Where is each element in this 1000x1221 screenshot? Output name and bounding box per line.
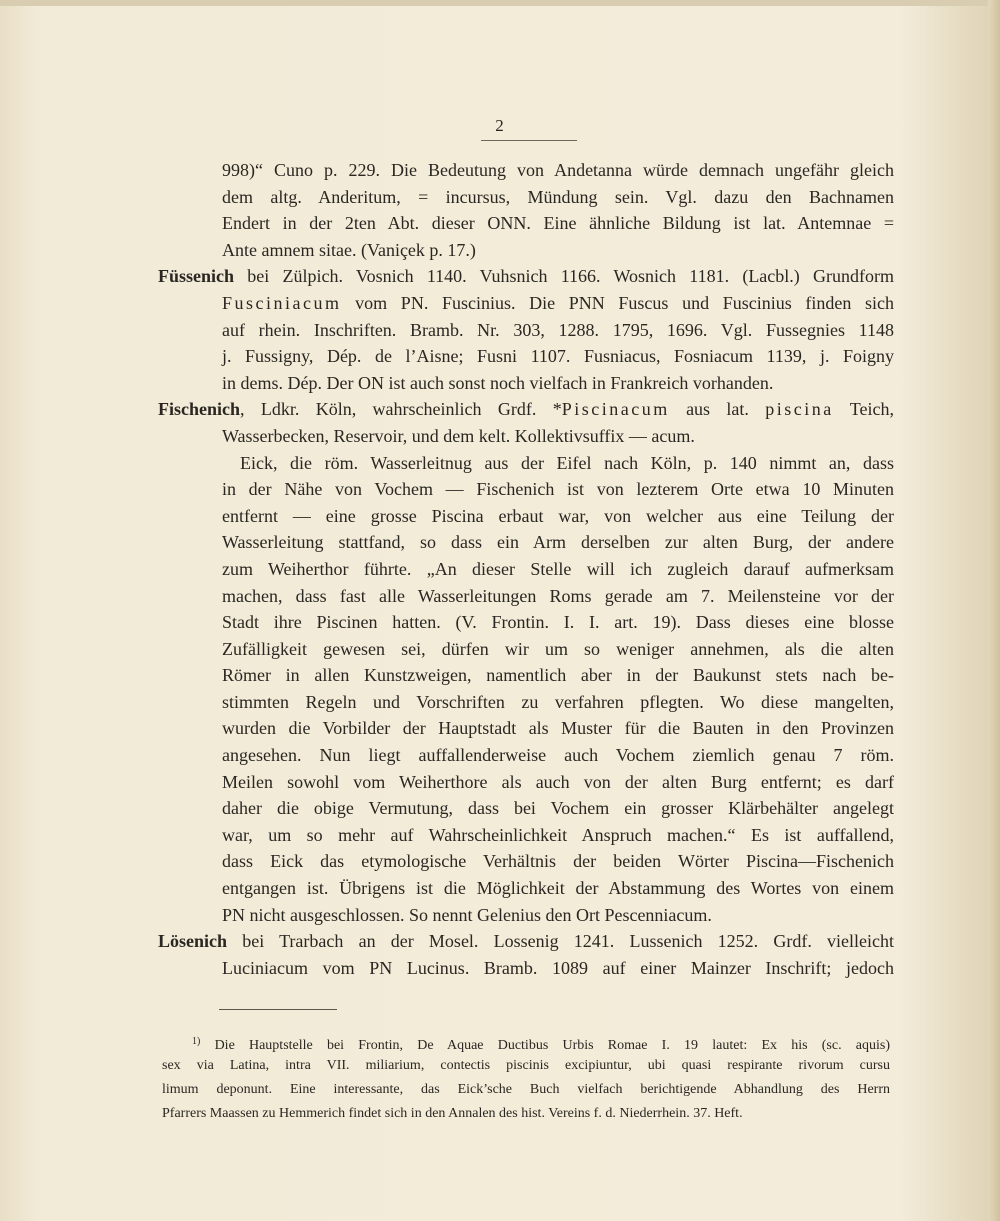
text-line: PN nicht ausgeschlossen. So nennt Gelenius den Ort Pescenniacum. (222, 904, 712, 925)
entry-loesenich (158, 928, 894, 955)
page-number: 2 (495, 116, 505, 135)
text-fragment: Die Hauptstelle bei Frontin, De Aquae Ductibus Urbis Romae I. 19 lautet: Ex his (sc. aquis) (214, 1038, 890, 1053)
headword: Lösenich (158, 931, 228, 952)
footnote (162, 1030, 890, 1126)
text-line: Wasserbecken, Reservoir, und dem kelt. Kollektivsuffix — acum. (222, 425, 695, 446)
text-line: zum Weiherthor führte. „An dieser Stelle will ich zugleich darauf aufmerksam (222, 558, 894, 579)
footnote-line (162, 1030, 890, 1054)
text-line: machen, dass fast alle Wasserleitungen Roms gerade am 7. Meilensteine vor der (222, 585, 894, 606)
text-line: bei Zülpich. Vosnich 1140. Vuhsnich 1166. Wosnich 1181. (Lacbl.) Grundform (247, 266, 895, 287)
top-edge (0, 0, 1000, 6)
text-fragment: aus lat. (686, 399, 749, 420)
text-line: war, um so mehr auf Wahrscheinlichkeit Anspruch machen.“ Es ist auffallend, (222, 824, 894, 845)
text-line: stimmten Regeln und Vorschriften zu verfahren pflegten. Wo diese mangelten, (222, 691, 894, 712)
text-line: Luciniacum vom PN Lucinus. Bramb. 1089 auf einer Mainzer Inschrift; jedoch (222, 957, 894, 978)
footnote-line: sex via Latina, intra VII. miliarium, contectis piscinis excipiuntur, ubi quasi respirante rivorum cursu (162, 1058, 890, 1073)
footnote-rule (219, 1009, 337, 1010)
text-fragment: , Ldkr. Köln, wahrscheinlich Grdf. * (240, 399, 562, 420)
headword: Füssenich (158, 266, 235, 287)
text-line: dem altg. Anderitum, = incursus, Mündung sein. Vgl. dazu den Bachnamen (222, 186, 894, 207)
text-line: dass Eick das etymologische Verhältnis der beiden Wörter Piscina—Fischenich (222, 851, 894, 872)
text-line: Ante amnem sitae. (Vaniçek p. 17.) (222, 239, 476, 260)
text-line: entfernt — eine grosse Piscina erbaut war, von welcher aus eine Teilung der (222, 505, 894, 526)
entry-fuessenich (158, 263, 894, 290)
page-edge (988, 0, 1000, 1221)
footnote-line: limum deponunt. Eine interessante, das Eick’sche Buch vielfach berichtigende Abhandlung des Herrn (162, 1082, 890, 1097)
body-text (158, 157, 894, 981)
text-line: Stadt ihre Piscinen hatten. (V. Frontin. I. I. art. 19). Dass dieses eine blosse (222, 612, 894, 633)
entry-fischenich (158, 396, 894, 423)
text-line: Meilen sowohl vom Weiherthore als auch von der alten Burg entfernt; es darf (222, 771, 894, 792)
text-line: in dems. Dép. Der ON ist auch sonst noch vielfach in Frankreich vorhanden. (222, 372, 774, 393)
text-line: entgangen ist. Übrigens ist die Möglichkeit der Abstammung des Wortes von einem (222, 878, 894, 899)
text-fragment: vom PN. Fuscinius. Die PNN Fuscus und Fuscinius finden sich (355, 292, 894, 313)
spaced-word: Fusciniacum (222, 292, 342, 313)
text-fragment: Teich, (849, 399, 895, 420)
text-line: Wasserleitung stattfand, so dass ein Arm derselben zur alten Burg, der andere (222, 532, 894, 553)
text-line: Endert in der 2ten Abt. dieser ONN. Eine ähnliche Bildung ist lat. Antemnae = (222, 213, 894, 234)
text-line: Eick, die röm. Wasserleitnug aus der Eifel nach Köln, p. 140 nimmt an, dass (240, 452, 894, 473)
text-line: auf rhein. Inschriften. Bramb. Nr. 303, 1288. 1795, 1696. Vgl. Fussegnies 1148 (222, 319, 894, 340)
text-fragment: bei Trarbach an der Mosel. Lossenig 1241. Lussenich 1252. Grdf. vielleicht (242, 931, 895, 952)
text-line: wurden die Vorbilder der Hauptstadt als Muster für die Bauten in den Provinzen (222, 718, 894, 739)
text-line: in der Nähe von Vochem — Fischenich ist von lezterem Orte etwa 10 Minuten (222, 479, 894, 500)
text-line: Zufälligkeit gewesen sei, dürfen wir um so weniger annehmen, als die alten (222, 638, 894, 659)
spaced-word: Piscinacum (561, 399, 670, 420)
text-line: angesehen. Nun liegt auffallenderweise auch Vochem ziemlich genau 7 röm. (222, 745, 894, 766)
spaced-word: piscina (765, 399, 834, 420)
text-line: 998)“ Cuno p. 229. Die Bedeutung von Andetanna würde demnach ungefähr gleich (222, 160, 894, 180)
footnote-line: Pfarrers Maassen zu Hemmerich findet sich in den Annalen des hist. Vereins f. d. Niederrhein. 37. Heft. (162, 1106, 743, 1121)
text-line (158, 290, 894, 317)
text-line: Römer in allen Kunstzweigen, namentlich aber in der Baukunst stets nach be- (222, 665, 894, 686)
page-number-rule (481, 140, 577, 141)
footnote-marker: 1) (192, 1036, 201, 1047)
text-line: daher die obige Vermutung, dass bei Vochem ein grosser Klärbehälter angelegt (222, 798, 894, 819)
headword: Fischenich (158, 399, 241, 420)
text-line: j. Fussigny, Dép. de l’Aisne; Fusni 1107. Fusniacus, Fosniacum 1139, j. Foigny (222, 346, 894, 367)
